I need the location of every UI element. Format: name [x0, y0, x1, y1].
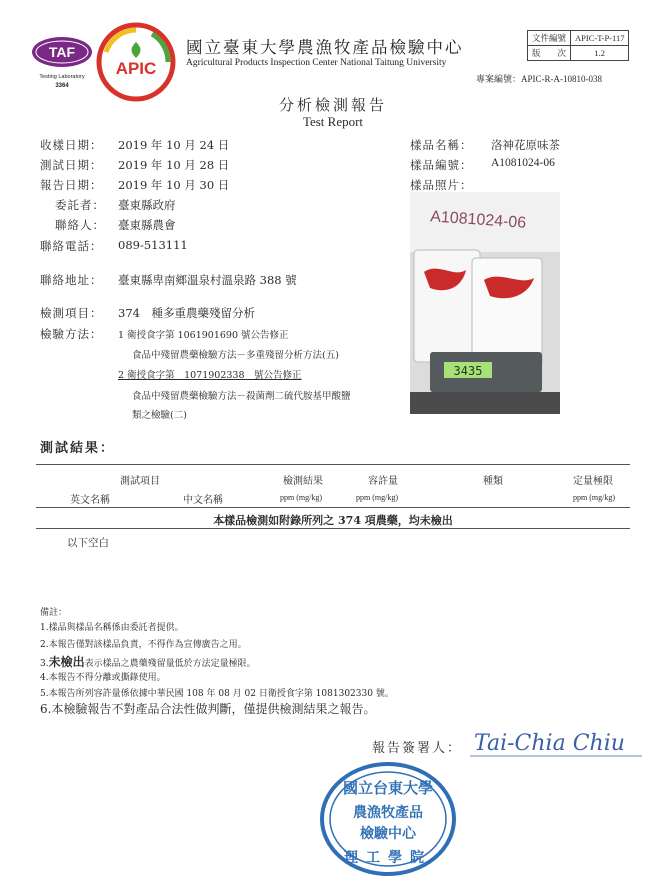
- sample-no-label: 樣品編號：: [410, 158, 473, 172]
- center-name-en: Agricultural Products Inspection Center National Taitung University: [186, 58, 447, 68]
- signature: [466, 720, 646, 764]
- report-title-en: Test Report: [302, 114, 364, 129]
- note-2: 2.本報告僅對該樣品負責，不得作為宣傳廣告之用。: [40, 640, 247, 650]
- report-date-label: 報告日期：: [40, 178, 103, 192]
- taf-logo-line2: 3364: [55, 83, 69, 89]
- unit-tolerance: ppm (mg/kg): [356, 493, 398, 502]
- sample-photo-label: 樣品照片：: [410, 178, 473, 192]
- address-label: 聯絡地址：: [40, 273, 103, 287]
- client: 臺東縣政府: [118, 198, 176, 212]
- contact-label: 聯絡人：: [55, 218, 105, 232]
- address: 臺東縣卑南鄉溫泉村溫泉路 388 號: [118, 273, 297, 287]
- method-2-name-cont: 類之檢驗(二): [132, 410, 187, 421]
- table-bottom-rule: [36, 528, 630, 529]
- blank-below: 以下空白: [67, 537, 109, 549]
- notes-title: 備註：: [40, 608, 68, 618]
- results-title: 測試結果：: [40, 441, 116, 456]
- method-label: 檢驗方法：: [40, 327, 103, 341]
- phone-label: 聯絡電話：: [40, 239, 103, 253]
- unit-result: ppm (mg/kg): [280, 493, 322, 502]
- results-summary: 本樣品檢測如附錄所列之 374 項農藥，均未檢出: [213, 514, 453, 527]
- test-item-label: 檢測項目：: [40, 306, 103, 320]
- taf-logo-line1: Testing Laboratory: [39, 74, 85, 80]
- method-1-reference: 1 衛授食字第 1061901690 號公告修正: [118, 330, 289, 341]
- seal-top: 國立台東大學: [342, 779, 434, 797]
- report-date: 2019 年 10 月 30 日: [118, 178, 230, 192]
- table-header-rule: [36, 507, 630, 508]
- test-item: 374 種多重農藥殘留分析: [118, 306, 255, 320]
- sample-photo-drawing: [410, 192, 560, 414]
- seal-mid2: 檢驗中心: [360, 826, 416, 842]
- contact: 臺東縣農會: [118, 218, 176, 232]
- doc-no-label: 文件編號: [528, 31, 571, 46]
- doc-no-value: APIC-T-P-117: [571, 31, 629, 46]
- method-1-name: 食品中殘留農藥檢驗方法－多重殘留分析方法(五): [132, 350, 339, 361]
- version-value: 1.2: [571, 46, 629, 61]
- version-label: 版 次: [528, 46, 571, 61]
- col-en-name: 英文名稱: [70, 495, 110, 506]
- col-cn-name: 中文名稱: [183, 495, 223, 506]
- col-result: 檢測結果: [283, 476, 323, 487]
- sample-name-label: 樣品名稱：: [410, 138, 473, 152]
- center-name-cn: 國立臺東大學農漁牧產品檢驗中心: [186, 38, 464, 57]
- seal-bottom: 理工學院: [344, 850, 432, 866]
- col-type: 種類: [483, 476, 503, 487]
- sample-photo: [410, 192, 560, 414]
- sample-no: A1081024-06: [491, 157, 555, 169]
- col-test-item: 測試項目: [120, 476, 160, 487]
- unit-limit: ppm (mg/kg): [573, 493, 615, 502]
- seal: [318, 760, 458, 878]
- signer-label: 報告簽署人：: [372, 741, 463, 756]
- note-3-bold: 未檢出: [48, 655, 85, 669]
- test-date: 2019 年 10 月 28 日: [118, 158, 230, 172]
- taf-logo: [28, 30, 96, 90]
- report-title-cn: 分析檢測報告: [278, 96, 387, 114]
- note-5: 5.本報告所列容許量係依據中華民國 108 年 08 月 02 日衛授食字第 1081302330 號。: [40, 689, 394, 699]
- receive-date: 2019 年 10 月 24 日: [118, 138, 230, 152]
- method-2-reference: 2 衛授食字第 1071902338 號公告修正: [118, 370, 302, 381]
- receive-date-label: 收樣日期：: [40, 138, 103, 152]
- taf-logo-mark: TAF: [48, 44, 76, 60]
- tea-bag-right: [472, 258, 542, 368]
- tea-bag-left: [414, 250, 480, 362]
- client-label: 委託者：: [55, 198, 105, 212]
- scale-reading: 3435: [453, 364, 483, 378]
- phone: 089-513111: [118, 238, 188, 252]
- test-date-label: 測試日期：: [40, 158, 103, 172]
- method-2-name: 食品中殘留農藥檢驗方法－殺菌劑二硫代胺基甲酸鹽: [132, 391, 351, 402]
- note-6: 6.本檢驗報告不對產品合法性做判斷，僅提供檢測結果之報告。: [40, 702, 376, 716]
- seal-mid1: 農漁牧產品: [353, 805, 423, 821]
- note-3: [40, 653, 256, 670]
- photo-handwriting: A1081024-06: [429, 208, 527, 232]
- apic-logo: [96, 22, 176, 102]
- sample-name: 洛神花原味茶: [491, 138, 560, 152]
- note-1: 1.樣品與樣品名稱係由委託者提供。: [40, 623, 184, 633]
- col-tolerance: 容許量: [368, 476, 398, 487]
- project-number: 專案編號：APIC-R-A-10810-038: [476, 74, 602, 84]
- table-top-rule: [36, 464, 630, 465]
- signature-text: Tai-Chia Chiu: [474, 731, 625, 756]
- note-3-text: 表示樣品之農藥殘留量低於方法定量極限。: [84, 659, 256, 669]
- apic-mark: APIC: [115, 59, 157, 78]
- col-limit: 定量極限: [573, 476, 613, 487]
- document-info-table: [527, 30, 629, 61]
- note-3-num: 3.: [40, 659, 49, 669]
- note-4: 4.本報告不得分離或撕錄使用。: [40, 673, 166, 683]
